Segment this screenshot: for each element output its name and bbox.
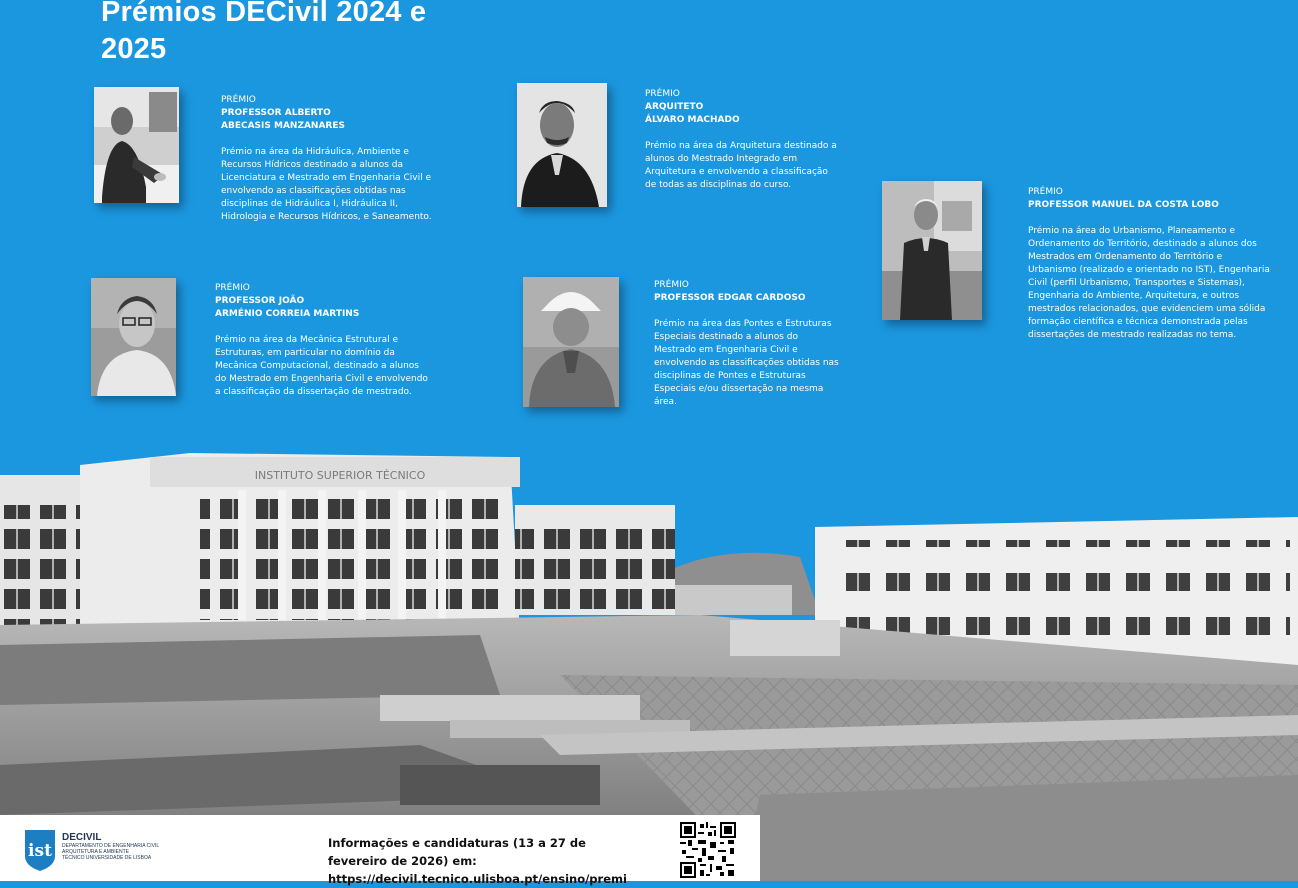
award-description: Prémio na área das Pontes e Estruturas Especiais destinado a alunos do Mestrado em Engenharia Civil e envolvendo as classificações obtidas nas disciplinas de Pontes e Estruturas Especiais e/ou dissertação na mesma área.	[654, 319, 839, 407]
info-line1: Informações e candidaturas (13 a 27 de	[328, 836, 586, 850]
award-label: PRÉMIO	[1028, 187, 1063, 197]
award-label: PRÉMIO	[221, 95, 256, 105]
award-name-line1: ARQUITETO	[645, 102, 704, 112]
info-url-link[interactable]: https://decivil.tecnico.ulisboa.pt/ensino/premi	[328, 872, 627, 886]
decivil-logo-icon	[23, 828, 57, 872]
award-name-line1: PROFESSOR EDGAR CARDOSO	[654, 293, 806, 303]
award-edgar-cardoso	[654, 279, 839, 409]
info-line2: fevereiro de 2026) em:	[328, 854, 477, 868]
award-name-line2: ÁLVARO MACHADO	[645, 115, 740, 125]
qr-code-icon[interactable]	[680, 822, 736, 878]
logo-line3: TÉCNICO UNIVERSIDADE DE LISBOA	[62, 855, 152, 861]
award-label: PRÉMIO	[215, 283, 250, 293]
info-applications	[328, 834, 628, 888]
portrait-joao-martins	[91, 278, 176, 396]
page-title: Prémios DECivil 2024 e 2025	[101, 0, 427, 65]
logo-name: DECIVIL	[62, 832, 102, 843]
award-name-line2: ARMÉNIO CORREIA MARTINS	[215, 309, 360, 319]
award-correia-martins	[215, 282, 430, 399]
award-name-line2: ABECASIS MANZANARES	[221, 121, 345, 131]
portrait-alvaro-machado	[517, 83, 607, 207]
award-machado	[645, 88, 837, 192]
portrait-alberto-manzanares	[94, 87, 179, 203]
award-description: Prémio na área da Arquitetura destinado a alunos do Mestrado Integrado em Arquitetura e envolvendo a classificação de todas as disciplinas do curso.	[645, 141, 837, 190]
award-costa-lobo	[1028, 186, 1271, 342]
portrait-edgar-cardoso	[523, 277, 619, 407]
logo-mark: ist	[28, 841, 52, 861]
logo-line2: ARQUITETURA E AMBIENTE	[62, 849, 129, 855]
building-sign: INSTITUTO SUPERIOR TÉCNICO	[254, 469, 426, 482]
decivil-logo-text	[62, 832, 159, 861]
award-name-line1: PROFESSOR JOÃO	[215, 296, 305, 306]
award-label: PRÉMIO	[645, 89, 680, 99]
award-label: PRÉMIO	[654, 280, 689, 290]
award-manzanares	[221, 94, 436, 224]
portrait-manuel-costa-lobo	[882, 181, 982, 320]
award-name-line1: PROFESSOR MANUEL DA COSTA LOBO	[1028, 200, 1219, 210]
logo-line1: DEPARTAMENTO DE ENGENHARIA CIVIL	[62, 843, 160, 849]
award-name-line1: PROFESSOR ALBERTO	[221, 108, 331, 118]
award-description: Prémio na área da Hidráulica, Ambiente e Recursos Hídricos destinado a alunos da Licenciatura e Mestrado em Engenharia Civil e envolvendo as classificações obtidas nas disciplinas de Hidráulica I, Hidráulica II, Hidrologia e Recursos Hídricos, e Saneamento.	[221, 147, 432, 222]
award-description: Prémio na área da Mecânica Estrutural e Estruturas, em particular no domínio da Mecânica Computacional, destinado a alunos do Mestrado em Engenharia Civil e envolvendo a classificação da dissertação de mestrado.	[215, 335, 428, 397]
award-description: Prémio na área do Urbanismo, Planeamento e Ordenamento do Território, destinado a alunos dos Mestrados em Ordenamento do Território e Urbanismo (realizado e orientado no IST), Engenharia Civil (perfil Urbanismo, Transportes e Sistemas), Engenharia do Ambiente, Arquitetura, e outros mestrados relacionados, que evidenciem uma sólida formação científica e técnica demonstrada pelas dissertações de mestrado realizadas no tema.	[1028, 226, 1270, 340]
